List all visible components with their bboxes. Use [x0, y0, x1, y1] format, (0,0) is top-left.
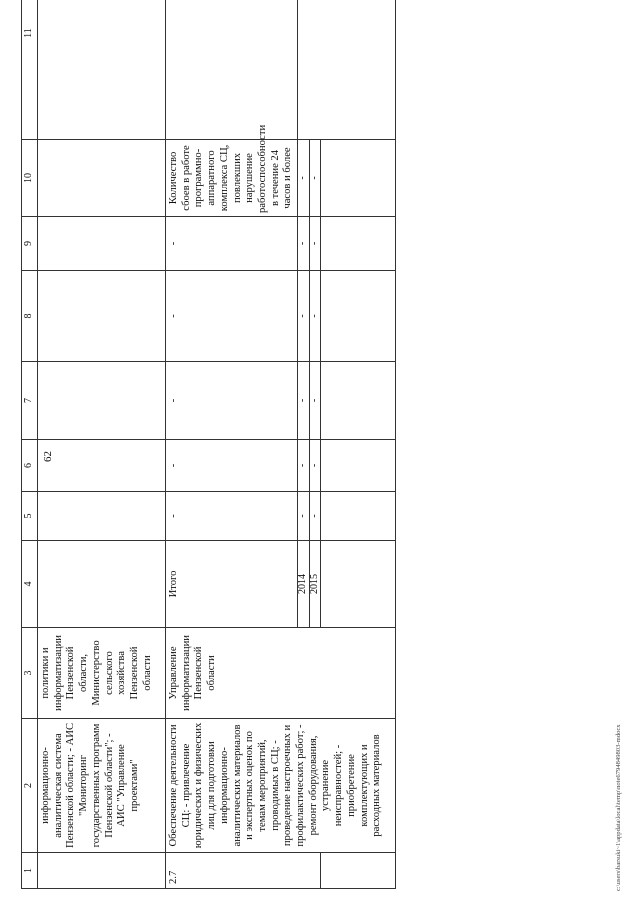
item-executor: Управление информатизации Пензенской области	[166, 628, 396, 719]
y2014-col5: -	[298, 492, 310, 541]
continuation-row	[38, 0, 166, 889]
y2015-col7: -	[309, 362, 321, 440]
y2015-col10: -	[309, 140, 321, 217]
col-header-5: 5	[22, 492, 38, 541]
y2015-col8: -	[309, 271, 321, 362]
col-header-8: 8	[22, 271, 38, 362]
year-2015: 2015	[309, 541, 321, 628]
itogo-col9: -	[166, 217, 298, 271]
year-2014: 2014	[298, 541, 310, 628]
program-table	[21, 0, 396, 889]
itogo-label: Итого	[166, 541, 298, 628]
y2015-col9: -	[309, 217, 321, 271]
col-header-10: 10	[22, 140, 38, 217]
itogo-col7: -	[166, 362, 298, 440]
y2014-col9: -	[298, 217, 310, 271]
col-header-1: 1	[22, 853, 38, 889]
item-number: 2.7	[166, 853, 321, 889]
y2014-col7: -	[298, 362, 310, 440]
col-header-9: 9	[22, 217, 38, 271]
y2014-col8: -	[298, 271, 310, 362]
indicator-text: Количество сбоев в работе программно-аппаратного комплекса СЦ, повлекших нарушение работоспособности в течение 24 часов и более	[166, 140, 298, 217]
y2015-col5: -	[309, 492, 321, 541]
cell-num	[38, 853, 166, 889]
col-header-11: 11	[22, 0, 38, 140]
y2014-col10: -	[298, 140, 310, 217]
footer-file-path: c:\users\barsuki~1\appdata\local\temp\note6794849803-mdocx	[615, 724, 622, 891]
cont-executor: политики и информатизации Пензенской области, Министерство сельского хозяйства Пензенской области	[38, 628, 166, 719]
indicator-number	[166, 0, 298, 140]
y2014-col6: -	[298, 440, 310, 492]
col-header-7: 7	[22, 362, 38, 440]
header-row	[22, 0, 38, 889]
col-header-6: 6	[22, 440, 38, 492]
itogo-row	[166, 0, 298, 889]
item-description: Обеспечение деятельности СЦ: - привлечение юридических и физических лиц для подготовки информационно-аналитических материалов и экспертных оценок по темам мероприятий, проводимых в СЦ; - проведение настроечных и профилактических работ; - ремонт оборудования, устранение неисправностей; - приобретение комплектующих и расходных материалов	[166, 719, 396, 853]
cont-description: информационно-аналитическая система Пензенской области; - АИС "Мониторинг государственных программ Пензенской области"; - АИС "Управление проектами"	[38, 719, 166, 853]
col-header-2: 2	[22, 719, 38, 853]
col-header-3: 3	[22, 628, 38, 719]
itogo-col5: -	[166, 492, 298, 541]
itogo-col8: -	[166, 271, 298, 362]
itogo-col6: -	[166, 440, 298, 492]
y2015-col6: -	[309, 440, 321, 492]
page-number: 62	[42, 451, 54, 462]
col-header-4: 4	[22, 541, 38, 628]
